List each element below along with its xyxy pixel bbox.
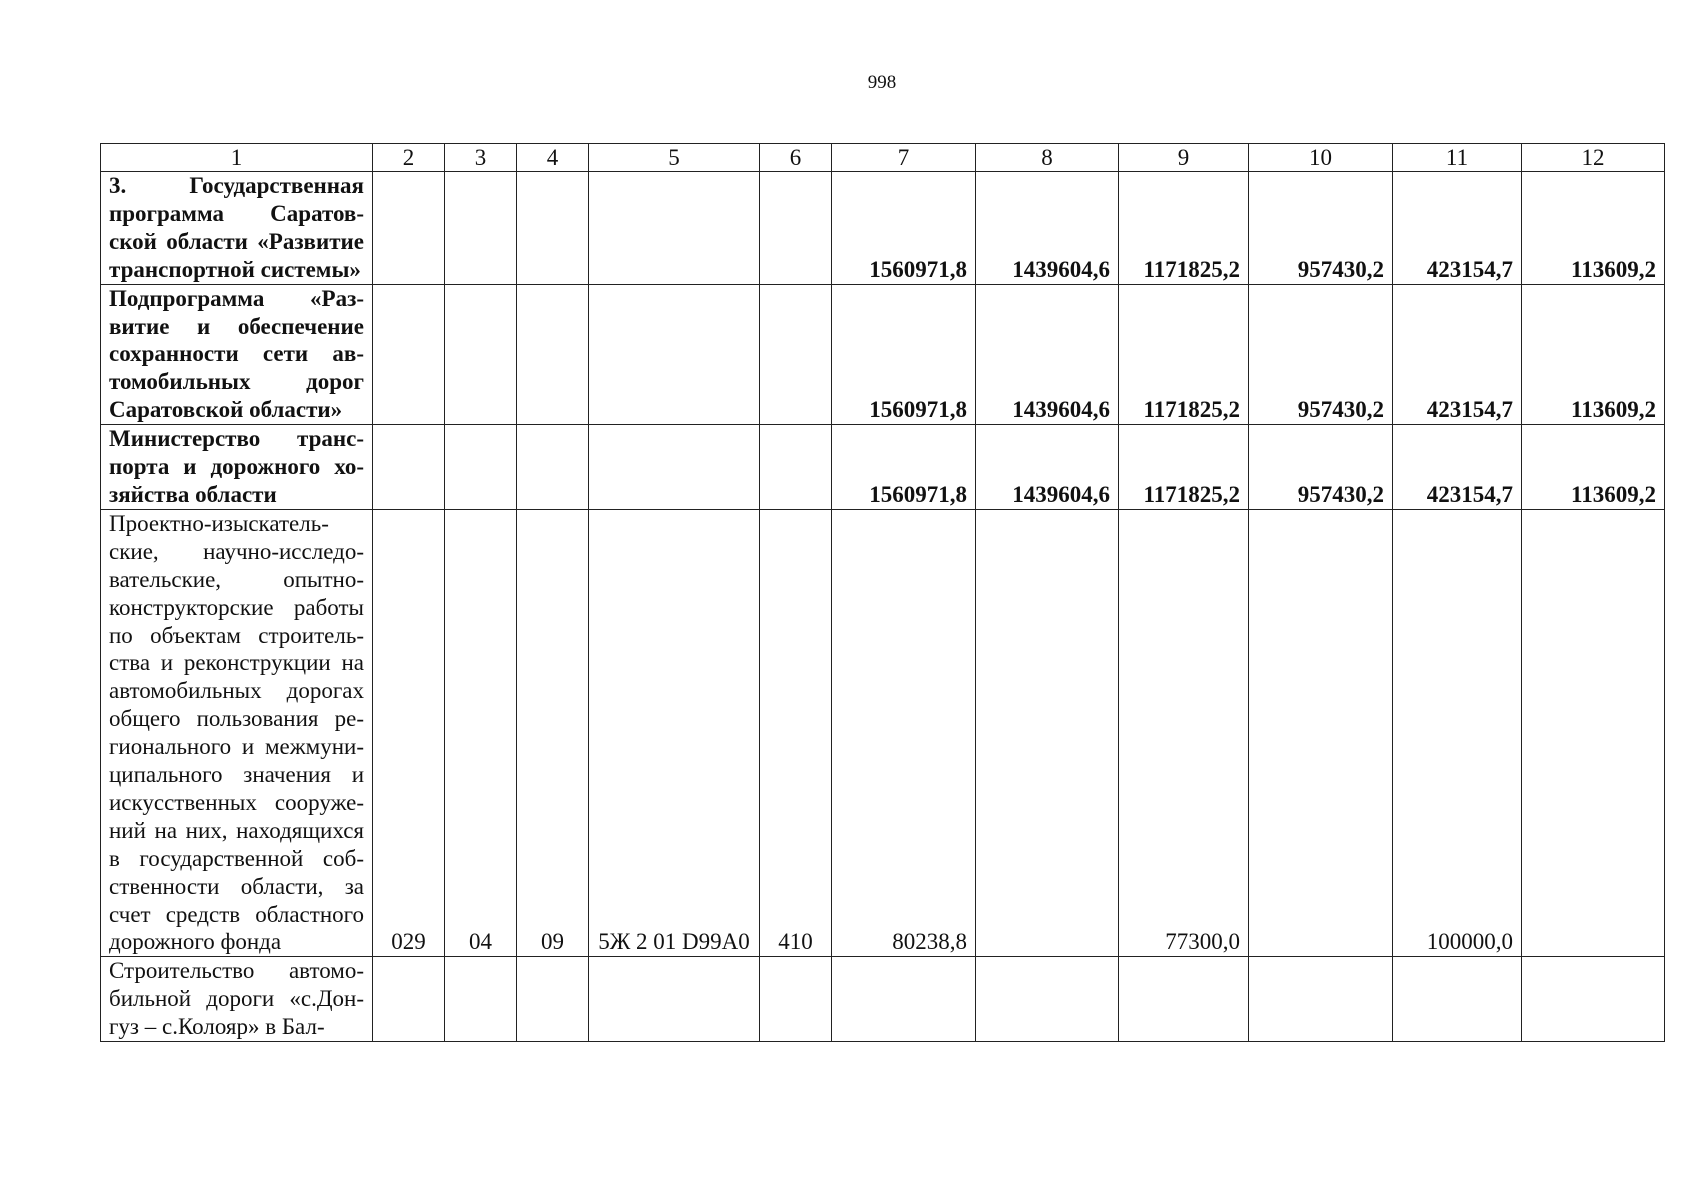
cell-col11: 100000,0 bbox=[1393, 509, 1522, 957]
column-number: 2 bbox=[373, 144, 445, 172]
cell-col4 bbox=[517, 284, 589, 425]
cell-col12 bbox=[1522, 509, 1665, 957]
cell-col9: 77300,0 bbox=[1119, 509, 1249, 957]
column-number: 5 bbox=[589, 144, 760, 172]
cell-col7: 80238,8 bbox=[832, 509, 976, 957]
row-name: Министерство транспорта и дорожного хозяйства области bbox=[101, 425, 373, 510]
cell-col10 bbox=[1249, 509, 1393, 957]
table-row bbox=[101, 957, 1665, 1042]
cell-col6 bbox=[760, 957, 832, 1042]
cell-col2 bbox=[373, 957, 445, 1042]
column-number: 3 bbox=[445, 144, 517, 172]
page-number: 998 bbox=[867, 72, 897, 93]
cell-col4 bbox=[517, 957, 589, 1042]
cell-col10: 957430,2 bbox=[1249, 172, 1393, 285]
table-row bbox=[101, 284, 1665, 425]
cell-col8: 1439604,6 bbox=[976, 284, 1119, 425]
cell-col10: 957430,2 bbox=[1249, 284, 1393, 425]
column-number-row bbox=[101, 144, 1665, 172]
cell-col2 bbox=[373, 425, 445, 510]
cell-col2 bbox=[373, 172, 445, 285]
table-row bbox=[101, 425, 1665, 510]
column-number: 7 bbox=[832, 144, 976, 172]
cell-col10: 957430,2 bbox=[1249, 425, 1393, 510]
cell-col10 bbox=[1249, 957, 1393, 1042]
column-number: 4 bbox=[517, 144, 589, 172]
column-number: 1 bbox=[101, 144, 373, 172]
cell-col11: 423154,7 bbox=[1393, 172, 1522, 285]
row-name: Подпрограмма «Развитие и обеспечение сохранности сети автомобильных дорог Саратовской области» bbox=[101, 284, 373, 425]
cell-col12: 113609,2 bbox=[1522, 425, 1665, 510]
column-number: 8 bbox=[976, 144, 1119, 172]
column-number: 10 bbox=[1249, 144, 1393, 172]
cell-col2 bbox=[373, 284, 445, 425]
cell-col5 bbox=[589, 284, 760, 425]
cell-col9: 1171825,2 bbox=[1119, 425, 1249, 510]
cell-col6 bbox=[760, 284, 832, 425]
cell-col8: 1439604,6 bbox=[976, 172, 1119, 285]
row-name: 3. Государственная программа Саратовской области «Развитие транспортной системы» bbox=[101, 172, 373, 285]
column-number: 11 bbox=[1393, 144, 1522, 172]
cell-col4: 09 bbox=[517, 509, 589, 957]
cell-col5 bbox=[589, 425, 760, 510]
budget-table bbox=[100, 143, 1665, 1042]
cell-col7: 1560971,8 bbox=[832, 172, 976, 285]
table-row bbox=[101, 172, 1665, 285]
cell-col4 bbox=[517, 425, 589, 510]
cell-col11 bbox=[1393, 957, 1522, 1042]
cell-col8 bbox=[976, 957, 1119, 1042]
cell-col12: 113609,2 bbox=[1522, 284, 1665, 425]
column-number: 9 bbox=[1119, 144, 1249, 172]
cell-col3 bbox=[445, 425, 517, 510]
cell-col12: 113609,2 bbox=[1522, 172, 1665, 285]
cell-col5 bbox=[589, 957, 760, 1042]
cell-col9 bbox=[1119, 957, 1249, 1042]
column-number: 6 bbox=[760, 144, 832, 172]
cell-col8: 1439604,6 bbox=[976, 425, 1119, 510]
cell-col7: 1560971,8 bbox=[832, 284, 976, 425]
row-name: Проектно-изыскательские, научно-исследовательские, опытно-конструкторские работы по объектам строительства и реконструкции на автомобильных дорогах общего пользования регионального и межмуниципального значения и искусственных сооружений на них, находящихся в государственной собственности области, за счет средств областного дорожного фонда bbox=[101, 509, 373, 957]
cell-col9: 1171825,2 bbox=[1119, 284, 1249, 425]
cell-col11: 423154,7 bbox=[1393, 284, 1522, 425]
cell-col2: 029 bbox=[373, 509, 445, 957]
cell-col5: 5Ж 2 01 D99A0 bbox=[589, 509, 760, 957]
cell-col4 bbox=[517, 172, 589, 285]
table-row bbox=[101, 509, 1665, 957]
cell-col6 bbox=[760, 425, 832, 510]
cell-col6: 410 bbox=[760, 509, 832, 957]
cell-col6 bbox=[760, 172, 832, 285]
cell-col8 bbox=[976, 509, 1119, 957]
cell-col3 bbox=[445, 172, 517, 285]
cell-col7 bbox=[832, 957, 976, 1042]
cell-col7: 1560971,8 bbox=[832, 425, 976, 510]
row-name: Строительство автомобильной дороги «с.Донгуз – с.Колояр» в Бал- bbox=[101, 957, 373, 1042]
cell-col12 bbox=[1522, 957, 1665, 1042]
cell-col11: 423154,7 bbox=[1393, 425, 1522, 510]
cell-col3 bbox=[445, 284, 517, 425]
cell-col5 bbox=[589, 172, 760, 285]
cell-col9: 1171825,2 bbox=[1119, 172, 1249, 285]
cell-col3 bbox=[445, 957, 517, 1042]
column-number: 12 bbox=[1522, 144, 1665, 172]
cell-col3: 04 bbox=[445, 509, 517, 957]
